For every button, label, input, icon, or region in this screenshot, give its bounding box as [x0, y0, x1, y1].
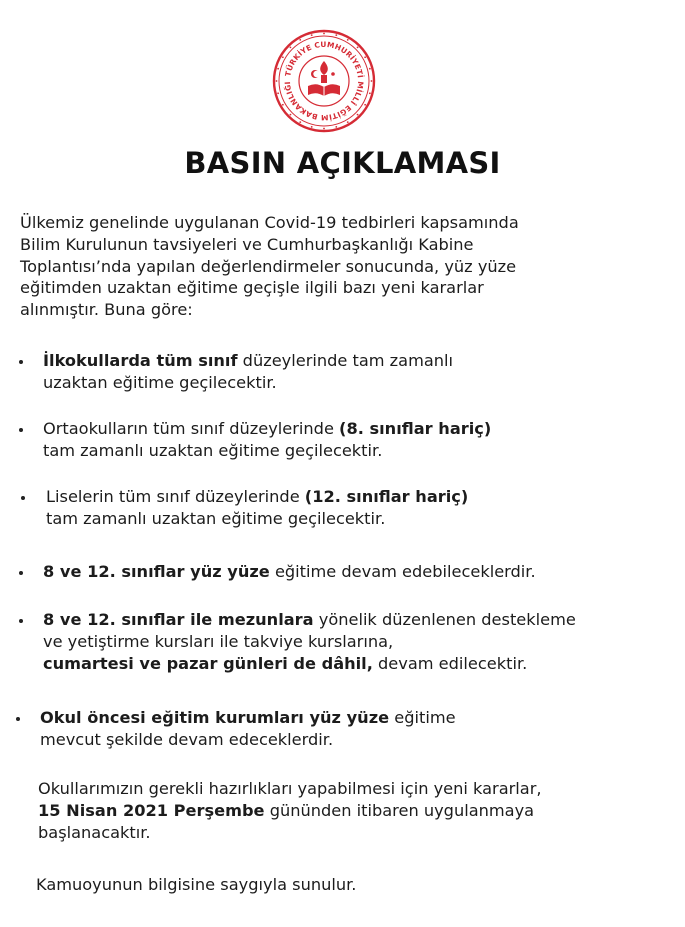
emphasis-text: (12. sınıflar hariç)	[304, 487, 469, 506]
intro-line: eğitimden uzaktan eğitime geçişle ilgili bazı yeni kararlar	[20, 278, 484, 298]
list-item-line	[40, 707, 456, 729]
closing-line	[38, 800, 542, 822]
bullet-dot-icon	[16, 717, 20, 721]
list-item	[40, 707, 456, 751]
emphasis-text: 8 ve 12. sınıflar ile mezunlara	[43, 610, 314, 629]
list-item	[46, 486, 468, 530]
bullet-dot-icon	[19, 619, 23, 623]
intro-line: Toplantısı’nda yapılan değerlendirmeler sonucunda, yüz yüze	[20, 256, 517, 276]
emphasis-text: 15 Nisan 2021 Perşembe	[38, 800, 265, 820]
list-item	[43, 350, 453, 394]
text-run: başlanacaktır.	[38, 822, 151, 842]
emphasis-text: İlkokullarda tüm sınıf	[43, 351, 238, 370]
list-item-line	[43, 440, 491, 462]
text-run: devam edilecektir.	[372, 653, 528, 673]
list-item-line	[43, 372, 453, 394]
text-run: tam zamanlı uzaktan eğitime geçilecektir.	[46, 508, 386, 528]
text-run: eğitime	[389, 708, 456, 727]
intro-line: Ülkemiz genelinde uygulanan Covid-19 tedbirleri kapsamında	[20, 213, 519, 232]
list-item-line	[43, 350, 453, 372]
closing-line	[38, 778, 542, 800]
text-run: Liselerin tüm sınıf düzeylerinde	[46, 487, 305, 506]
bullet-dot-icon	[19, 360, 23, 364]
closing-line	[38, 822, 542, 844]
bullet-dot-icon	[19, 571, 23, 575]
list-item-line	[43, 561, 536, 583]
list-item	[43, 418, 491, 462]
page-title: BASIN AÇIKLAMASI	[184, 146, 501, 180]
emphasis-text: cumartesi ve pazar günleri de dâhil,	[43, 653, 373, 673]
text-run: yönelik düzenlenen destekleme	[313, 610, 576, 629]
signoff-line: Kamuoyunun bilgisine saygıyla sunulur.	[36, 875, 357, 894]
emphasis-text: Okul öncesi eğitim kurumları yüz yüze	[40, 708, 390, 727]
list-item-line	[46, 486, 468, 508]
list-item-line	[43, 418, 491, 440]
emphasis-text: 8 ve 12. sınıflar yüz yüze	[43, 562, 270, 581]
svg-text:TÜRKİYE CUMHURİYETİ MİLLÎ EĞİT: TÜRKİYE CUMHURİYETİ MİLLÎ EĞİTİM BAKANLIĞI	[282, 39, 366, 123]
text-run: mevcut şekilde devam edeceklerdir.	[40, 729, 334, 749]
list-item	[43, 609, 576, 674]
list-item-line	[43, 653, 576, 675]
list-item-line	[46, 508, 468, 530]
list-item-line	[43, 631, 576, 653]
text-run: düzeylerinde tam zamanlı	[237, 351, 454, 370]
text-run: Okullarımızın gerekli hazırlıkları yapabilmesi için yeni kararlar,	[38, 779, 542, 798]
text-run: gününden itibaren uygulanmaya	[264, 800, 535, 820]
bullet-dot-icon	[19, 428, 23, 432]
ministry-seal-logo	[271, 28, 377, 134]
list-item-line	[43, 609, 576, 631]
text-run: Ortaokulların tüm sınıf düzeylerinde	[43, 419, 340, 438]
text-run: uzaktan eğitime geçilecektir.	[43, 372, 277, 392]
text-run: tam zamanlı uzaktan eğitime geçilecektir.	[43, 440, 383, 460]
bullet-dot-icon	[21, 496, 25, 500]
text-run: ve yetiştirme kursları ile takviye kurslarına,	[43, 631, 394, 651]
closing-paragraph	[38, 778, 542, 843]
list-item-line	[40, 729, 456, 751]
emphasis-text: (8. sınıflar hariç)	[339, 419, 492, 438]
intro-paragraph	[20, 212, 519, 321]
intro-line: Bilim Kurulunun tavsiyeleri ve Cumhurbaşkanlığı Kabine	[20, 234, 474, 254]
list-item	[43, 561, 536, 583]
intro-line: alınmıştır. Buna göre:	[20, 300, 193, 320]
text-run: eğitime devam edebileceklerdir.	[269, 562, 536, 581]
